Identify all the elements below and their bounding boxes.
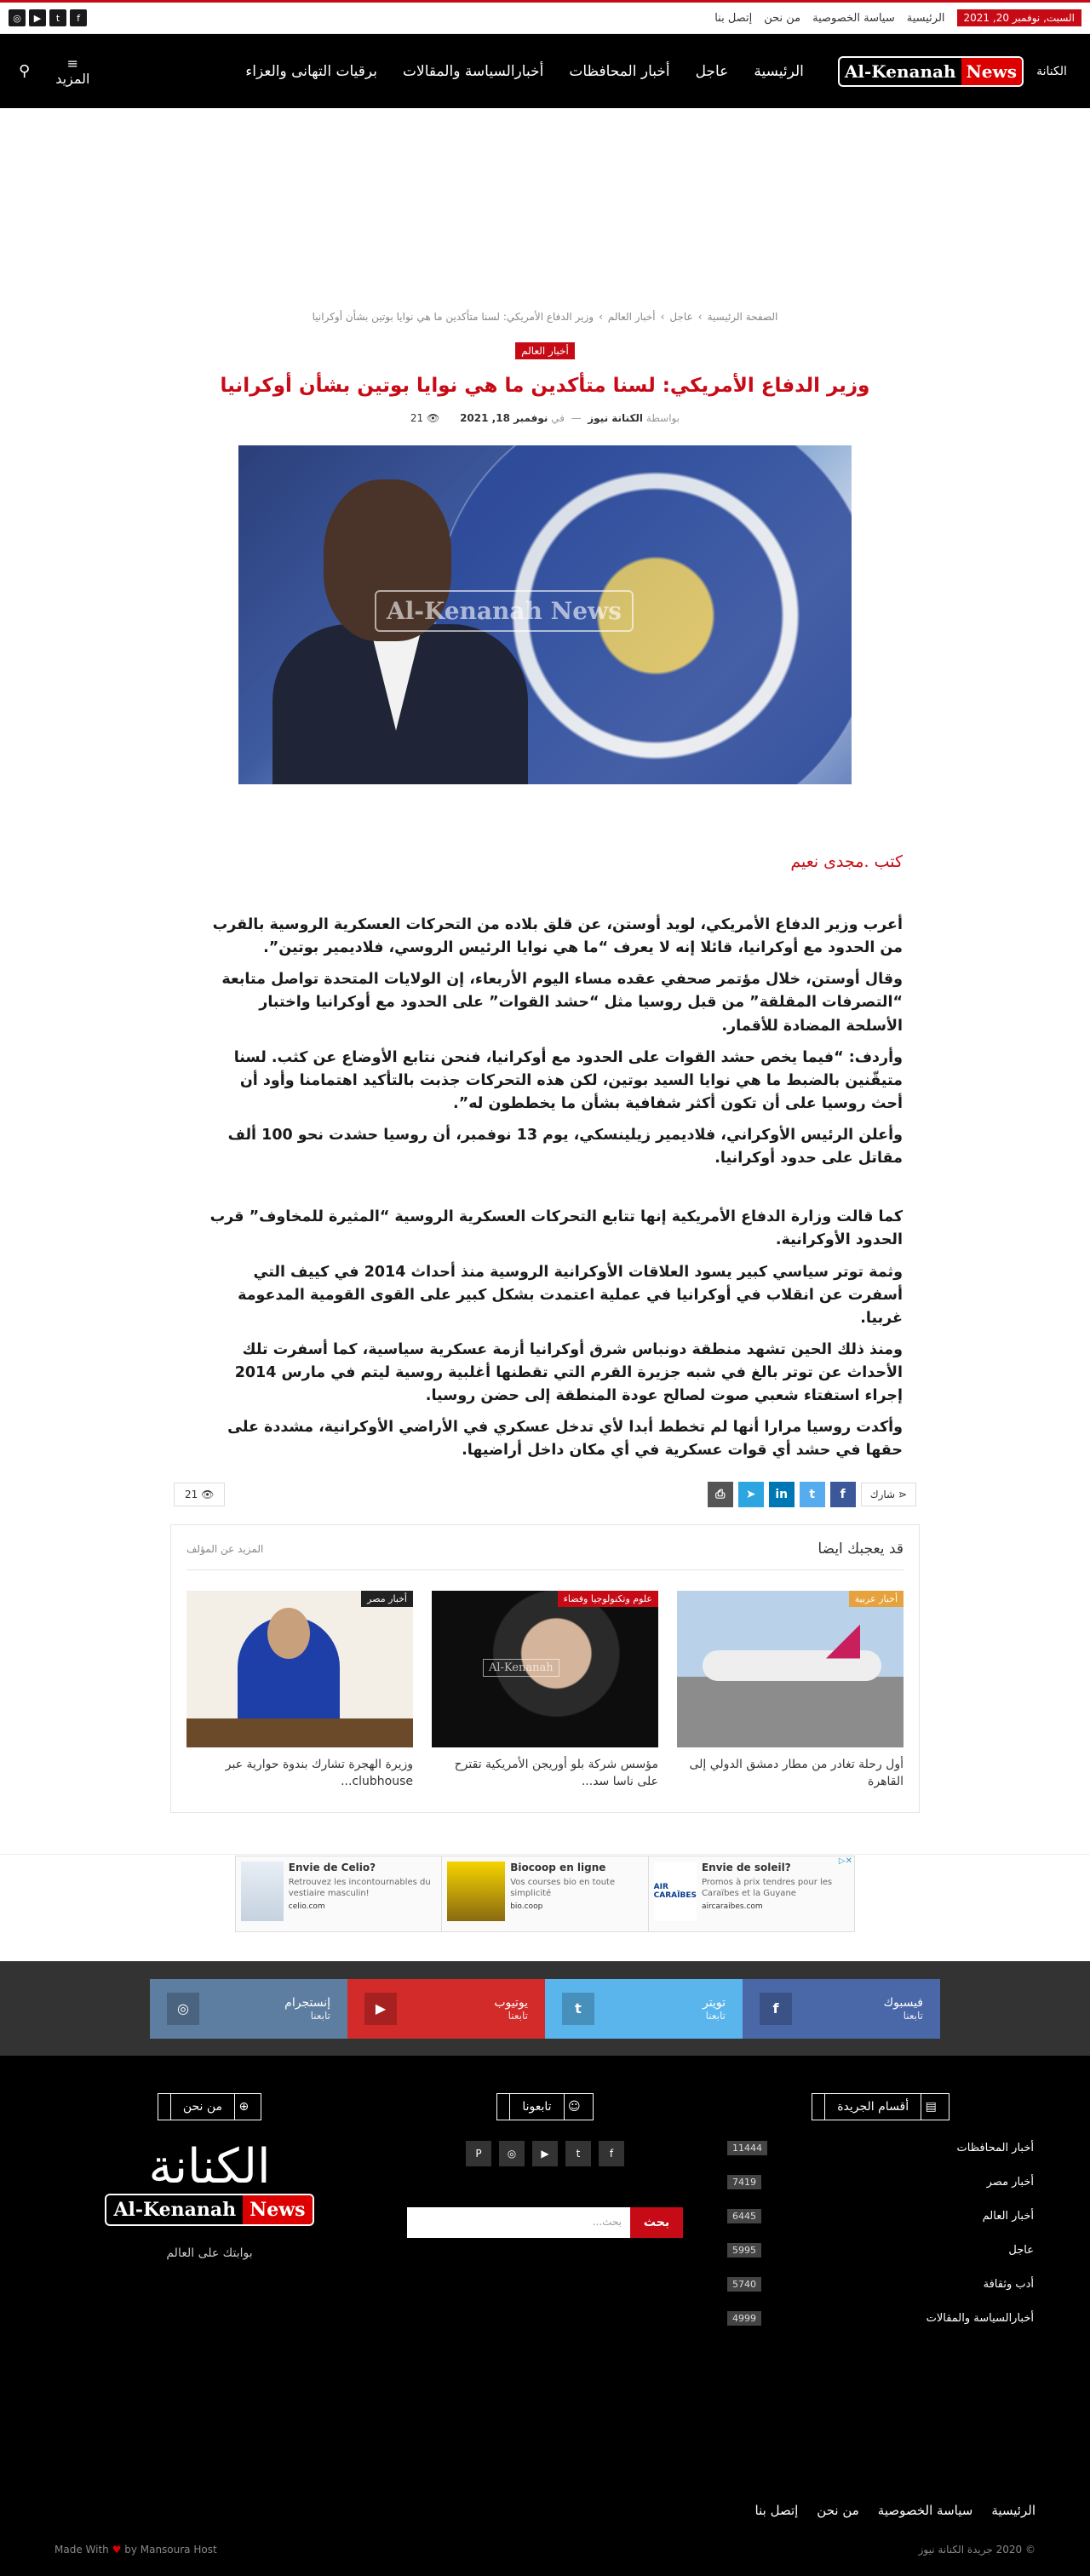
search-input[interactable]: بحث...: [407, 2207, 630, 2238]
footer-link-privacy[interactable]: سياسة الخصوصية: [877, 2503, 973, 2519]
logo-text: Al-Kenanah: [844, 60, 956, 82]
related-card[interactable]: [677, 1591, 904, 1791]
by-label: بواسطة: [645, 412, 680, 424]
category-count: 5995: [727, 2243, 761, 2258]
nav-more-label: المزيد: [55, 70, 90, 87]
date-badge: السبت, نوفمبر 20, 2021: [957, 9, 1081, 26]
category-count: 11444: [727, 2141, 767, 2155]
main-header: [0, 34, 1090, 108]
top-bar: [0, 0, 1090, 34]
ad-desc: Retrouvez les incontournables du vestiaire masculin!: [288, 1877, 431, 1898]
ad-thumbnail: [447, 1862, 505, 1921]
related-title: قد يعجبك ايضا: [818, 1540, 904, 1558]
social-sub: تابعنا: [508, 2009, 528, 2022]
paragraph: وأردف: “فيما يخص حشد القوات على الحدود مع أوكرانيا، فنحن نتابع الأوضاع عن كثب. لسنا متيقّنين بالضبط ما هي نوايا السيد بوتين، لكن هذه التحركات جذبت بالتأكيد اهتمامنا وأود أن أحث روسيا على أن تكون أكثر شفافية بشأن ما يخططون له”.: [233, 1048, 903, 1112]
breadcrumb-separator: ›: [660, 311, 665, 323]
twitter-icon[interactable]: t: [565, 2141, 591, 2166]
breadcrumb-world[interactable]: أخبار العالم: [607, 311, 656, 323]
footer-category[interactable]: أخبار المحافظات 11444: [727, 2141, 1034, 2155]
paragraph: وأعلن الرئيس الأوكراني، فلاديمير زيلينسكي، يوم 13 نوفمبر، أن روسيا حشدت نحو 100 ألف مقاتل على حدود أوكرانيا.: [227, 1127, 903, 1168]
follow-title: ☺ تابعونا: [496, 2093, 593, 2120]
pinterest-icon[interactable]: P: [466, 2141, 491, 2166]
footer-link-home[interactable]: الرئيسية: [991, 2503, 1036, 2519]
ad-item[interactable]: [649, 1856, 854, 1931]
menu-icon: ≡: [66, 55, 79, 72]
footer-category[interactable]: أخبارالسياسة والمقالات 4999: [727, 2311, 1034, 2326]
breadcrumb-separator: ›: [697, 311, 703, 323]
ad-title: Envie de soleil?: [701, 1862, 791, 1874]
brand-news: News: [243, 2195, 312, 2224]
related-tag[interactable]: أخبار مصر: [361, 1591, 413, 1607]
ad-domain: aircaraibes.com: [701, 1902, 763, 1911]
footer-follow: [392, 2093, 698, 2345]
ad-desc: Promos à prix tendres pour les Caraïbes et la Guyane: [701, 1877, 833, 1898]
instagram-icon[interactable]: ◎: [499, 2141, 525, 2166]
instagram-icon[interactable]: ◎: [9, 9, 26, 26]
paragraph: وثمة توتر سياسي كبير يسود العلاقات الأوكرانية الروسية منذ أحداث 2014 في كييف التي أسفرت عن انقلاب في أوكرانيا في عملية اعتمدت بشكل كبير على القوى القومية المدعومة غربيا.: [238, 1263, 903, 1327]
ad-domain: celio.com: [288, 1902, 325, 1911]
nav-governorates[interactable]: أخبار المحافظات: [569, 62, 670, 80]
sections-title: ▤ أقسام الجريدة: [812, 2093, 949, 2120]
paragraph: وقال أوستن، خلال مؤتمر صحفي عقده مساء اليوم الأربعاء، إن الولايات المتحدة تواصل متابعة “التصرفات المقلقة” من قبل روسيا مثل “حشد القوات” على الحدود مع أوكرانيا واختبار الأسلحة المضادة للأقمار.: [221, 971, 903, 1035]
youtube-icon: ▶: [364, 1993, 397, 2025]
tagline: بوابتك على العالم: [166, 2246, 253, 2260]
search-icon[interactable]: ⚲: [19, 62, 31, 80]
instagram-icon: ◎: [167, 1993, 199, 2025]
ad-desc: Vos courses bio en toute simplicité: [510, 1877, 616, 1898]
related-headline[interactable]: وزيرة الهجرة تشارك بندوة حوارية عبر clubhouse...: [225, 1757, 413, 1788]
about-wordmark: [105, 2194, 313, 2226]
nav-more[interactable]: [55, 56, 89, 86]
in-label: في: [551, 412, 565, 424]
views-value: 21: [410, 412, 424, 424]
footer-category[interactable]: أدب وثقافة 5740: [727, 2277, 1034, 2292]
ad-title: Envie de Celio?: [288, 1862, 376, 1874]
related-image[interactable]: [677, 1591, 904, 1747]
article-title: وزير الدفاع الأمريكي: لسنا متأكدين ما هي نوايا بوتين بشأن أوكرانيا: [220, 375, 870, 397]
nav-greetings[interactable]: برقيات التهانى والعزاء: [245, 62, 377, 80]
article: [170, 311, 920, 1813]
article-date: نوفمبر 18, 2021: [460, 412, 548, 424]
related-headline[interactable]: مؤسس شركة بلو أوريجن الأمريكية تقترح على ناسا سد...: [454, 1757, 658, 1788]
adchoices-icon[interactable]: ▷✕: [838, 1856, 852, 1867]
footer-category[interactable]: أخبار العالم 6445: [727, 2209, 1034, 2223]
logo-news: News: [961, 58, 1022, 85]
made-by-link[interactable]: by Mansoura Host: [124, 2544, 217, 2556]
ad-banner[interactable]: [235, 1856, 855, 1932]
view-count: [410, 412, 439, 424]
category-count: 7419: [727, 2175, 761, 2189]
copyright: © 2020 جريدة الكنانة نيوز: [918, 2544, 1036, 2556]
youtube-follow-button[interactable]: [347, 1979, 545, 2039]
views-box: [174, 1483, 225, 1506]
footer: [0, 2056, 1090, 2576]
image-watermark: Al-Kenanah News: [375, 590, 634, 632]
breadcrumb: [170, 311, 920, 323]
facebook-icon[interactable]: f: [599, 2141, 624, 2166]
footer-search: [392, 2207, 698, 2238]
category-count: 4999: [727, 2311, 761, 2326]
article-meta: بواسطة الكنانة نيوز — في نوفمبر 18, 2021 👁 21: [410, 412, 680, 424]
about-title: ⊕ من نحن: [158, 2093, 261, 2120]
site-logo[interactable]: [838, 56, 1071, 87]
category-badge[interactable]: أخبار العالم: [515, 342, 575, 359]
youtube-icon[interactable]: ▶: [29, 9, 46, 26]
more-from-author-link[interactable]: المزيد عن المؤلف: [186, 1542, 264, 1555]
footer-sections: [727, 2093, 1034, 2345]
footer-category[interactable]: أخبار مصر 7419: [727, 2175, 1034, 2189]
youtube-icon[interactable]: ▶: [532, 2141, 558, 2166]
social-sub: تابعنا: [705, 2009, 726, 2022]
social-strip: [0, 1961, 1090, 2056]
related-card[interactable]: [186, 1591, 413, 1791]
ad-item[interactable]: [442, 1856, 648, 1931]
instagram-follow-button[interactable]: [150, 1979, 347, 2039]
article-image: [238, 445, 852, 784]
footer-category[interactable]: عاجل 5995: [727, 2243, 1034, 2258]
views-value: 21: [185, 1488, 198, 1500]
heart-icon: ♥: [112, 2544, 122, 2556]
top-link-about[interactable]: من نحن: [764, 11, 801, 25]
breadcrumb-home[interactable]: الصفحة الرئيسية: [707, 311, 778, 323]
twitter-share-button[interactable]: t: [800, 1482, 825, 1507]
related-card[interactable]: [432, 1591, 658, 1791]
social-name: يوتيوب: [494, 1995, 528, 2010]
eye-icon: 👁: [427, 412, 440, 424]
paragraph: أعرب وزير الدفاع الأمريكي، لويد أوستن، عن قلق بلاده من التحركات العسكرية الروسية بالقرب من الحدود مع أوكرانيا، قائلا إنه لا يعرف “ما هي نوايا الرئيس الروسي، فلاديمير بوتين”.: [212, 916, 903, 957]
logo-glyph: الكنانة: [1036, 64, 1067, 78]
footer-link-contact[interactable]: إتصل بنا: [754, 2503, 799, 2519]
social-sub: تابعنا: [310, 2009, 330, 2022]
facebook-icon[interactable]: f: [70, 9, 87, 26]
footer-about: [56, 2093, 363, 2345]
social-sub: تابعنا: [903, 2009, 923, 2022]
paragraph: وأكدت روسيا مرارا أنها لم تخطط أبدا لأي تدخل عسكري في الأراضي الأوكرانية، مشددة على حقها في حشد أي قوات عسكرية في أي مكان داخل أراضيها.: [227, 1419, 903, 1460]
social-name: إنستجرام: [284, 1995, 330, 2010]
twitter-icon: t: [562, 1993, 594, 2025]
eye-icon: 👁: [201, 1488, 215, 1500]
ad-thumbnail: [241, 1862, 284, 1921]
footer-nav: [54, 2503, 1036, 2518]
social-name: فيسبوك: [883, 1995, 923, 2010]
main-nav: [245, 63, 804, 80]
twitter-follow-button[interactable]: [545, 1979, 743, 2039]
made-with: Made With ♥ by Mansoura Host: [54, 2544, 217, 2556]
ad-item[interactable]: [236, 1856, 442, 1931]
related-posts: [170, 1524, 920, 1814]
about-logo: [56, 2141, 363, 2260]
breadcrumb-current: وزير الدفاع الأمريكي: لسنا متأكدين ما هي نوايا بوتين بشأن أوكرانيا: [312, 311, 594, 323]
written-by: كتب .مجدى نعيم: [790, 852, 903, 871]
nav-home[interactable]: الرئيسية: [754, 62, 804, 80]
author-link[interactable]: الكنانة نيوز: [588, 412, 644, 424]
top-link-privacy[interactable]: سياسة الخصوصية: [812, 11, 895, 25]
logo-glyph: الكنانة: [148, 2139, 271, 2195]
linkedin-share-button[interactable]: in: [769, 1482, 795, 1507]
top-link-home[interactable]: الرئيسية: [906, 11, 945, 25]
brand-text: Al-Kenanah: [113, 2198, 237, 2221]
social-name: تويتر: [703, 1995, 726, 2010]
search-button[interactable]: بحث: [630, 2207, 683, 2238]
category-count: 5740: [727, 2277, 761, 2292]
print-button[interactable]: ⎙: [708, 1482, 733, 1507]
ad-section: [0, 1854, 1090, 1932]
ad-domain: bio.coop: [510, 1902, 543, 1911]
facebook-follow-button[interactable]: [743, 1979, 940, 2039]
image-watermark: Al-Kenanah: [483, 1659, 559, 1677]
facebook-icon: f: [760, 1993, 792, 2025]
ad-title: Biocoop en ligne: [510, 1862, 606, 1874]
ad-thumbnail: AIR CARAÏBES: [654, 1862, 697, 1921]
share-button[interactable]: ⋖ شارك: [861, 1483, 916, 1506]
paragraph: ومنذ ذلك الحين تشهد منطقة دونباس شرق أوكرانيا أزمة عسكرية سياسية، كما أسفرت تلك الأحداث عن توتر بالغ في شبه جزيرة القرم التي تقطنها أغلبية روسية ليتم في مارس 2014 إجراء استفتاء شعبي صوت لصالح عودة المنطقة إلى حضن روسيا.: [234, 1340, 903, 1405]
paragraph: كما قالت وزارة الدفاع الأمريكية إنها تتابع التحركات العسكرية الروسية “المثيرة للمخاوف” قرب الحدود الأوكرانية.: [209, 1208, 903, 1249]
telegram-share-button[interactable]: ➤: [738, 1482, 764, 1507]
related-tag[interactable]: علوم وتكنولوجيا وفضاء: [558, 1591, 658, 1607]
related-image[interactable]: [186, 1591, 413, 1747]
article-body: [170, 914, 920, 1463]
twitter-icon[interactable]: t: [49, 9, 66, 26]
share-row: [170, 1482, 920, 1507]
related-tag[interactable]: أخبار عربية: [849, 1591, 904, 1607]
nav-breaking[interactable]: عاجل: [695, 62, 729, 80]
category-count: 6445: [727, 2209, 761, 2223]
breadcrumb-separator: ›: [599, 311, 603, 323]
related-headline[interactable]: أول رحلة تغادر من مطار دمشق الدولي إلى القاهرة: [689, 1757, 904, 1788]
nav-politics[interactable]: أخبارالسياسة والمقالات: [403, 62, 544, 80]
facebook-share-button[interactable]: f: [830, 1482, 856, 1507]
logo-wordmark: [838, 56, 1024, 87]
breadcrumb-breaking[interactable]: عاجل: [669, 311, 693, 323]
top-link-contact[interactable]: إتصل بنا: [714, 11, 753, 25]
footer-link-about[interactable]: من نحن: [817, 2503, 859, 2519]
related-image[interactable]: [432, 1591, 658, 1747]
